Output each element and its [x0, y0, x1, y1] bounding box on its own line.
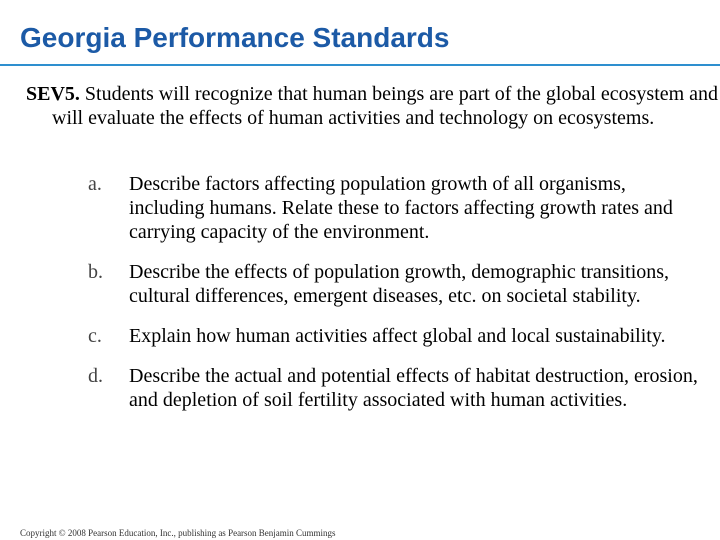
item-letter: d. [88, 365, 103, 387]
standard-code: SEV5. [26, 83, 80, 105]
standard-statement [26, 82, 720, 130]
item-letter: c. [88, 325, 102, 347]
slide-title: Georgia Performance Standards [20, 22, 450, 53]
list-item [88, 364, 698, 412]
item-text: Describe factors affecting population growth of all organisms, including humans. Relate these to factors affecting growth rates and carrying capacity of the environment. [129, 173, 673, 243]
copyright-footer: Copyright © 2008 Pearson Education, Inc., publishing as Pearson Benjamin Cummings [20, 528, 336, 538]
standard-elements-list [88, 172, 698, 428]
item-text: Describe the effects of population growth, demographic transitions, cultural differences, emergent diseases, etc. on societal stability. [129, 261, 670, 307]
list-item [88, 260, 698, 308]
item-letter: a. [88, 173, 102, 195]
title-divider [0, 64, 720, 66]
item-text: Describe the actual and potential effects of habitat destruction, erosion, and depletion of soil fertility associated with human activities. [129, 365, 698, 411]
item-text: Explain how human activities affect global and local sustainability. [129, 325, 666, 347]
item-letter: b. [88, 261, 103, 283]
list-item [88, 324, 698, 348]
list-item [88, 172, 698, 244]
standard-text: Students will recognize that human beings are part of the global ecosystem and will evaluate the effects of human activities and technology on ecosystems. [52, 83, 719, 129]
